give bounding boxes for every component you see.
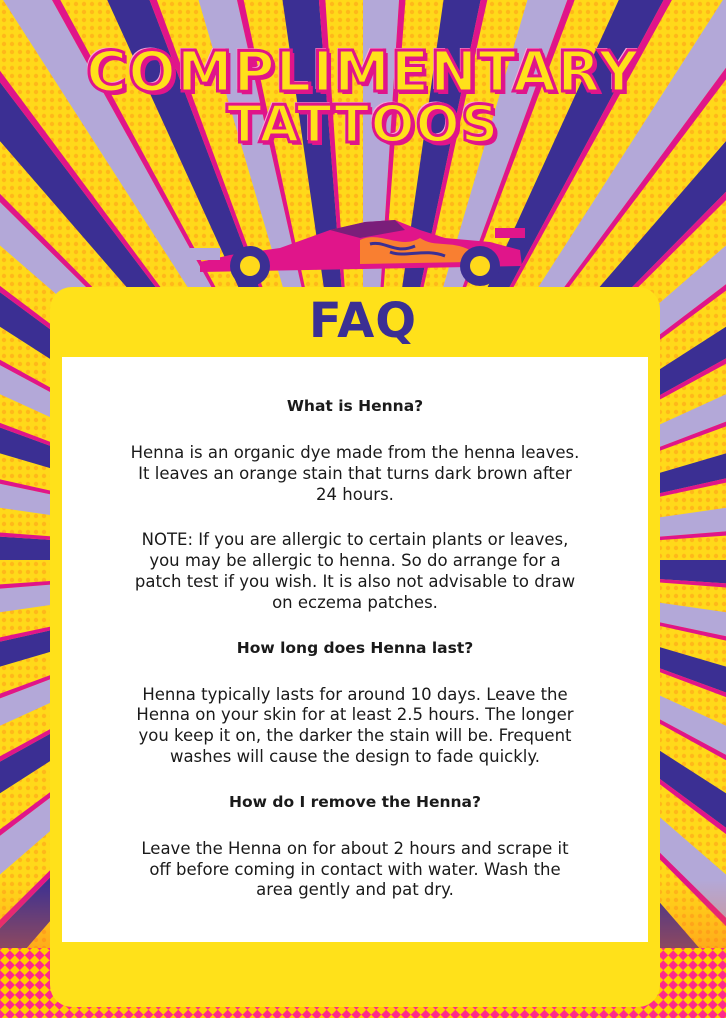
faq-item — [62, 639, 648, 768]
faq-item — [62, 397, 648, 614]
title-tattoos: TATTOOS — [226, 95, 500, 155]
faq-answer-note: NOTE: If you are allergic to certain plants or leaves, you may be allergic to henna. So do arrange for a patch test if you wish. It is also not advisable to draw on eczema patches. — [134, 530, 576, 612]
faq-heading: FAQ — [308, 293, 418, 349]
faq-question: What is Henna? — [286, 397, 424, 415]
faq-question: How do I remove the Henna? — [229, 792, 481, 811]
faq-list — [62, 397, 648, 926]
faq-item — [62, 793, 648, 901]
title-complimentary: COMPLIMENTARY — [86, 40, 640, 105]
faq-answer: Henna is an organic dye made from the henna leaves. It leaves an orange stain that turns dark brown after 24 hours. — [130, 443, 580, 504]
faq-answer: Leave the Henna on for about 2 hours and scrape it off before coming in contact with water. Wash the area gently and pat dry. — [141, 838, 569, 900]
faq-answer: Henna typically lasts for around 10 days. Leave the Henna on your skin for at least 2.5 hours. The longer you keep it on, the darker the stain will be. Frequent washes will cause the design to fade quickly. — [136, 684, 574, 766]
race-car-icon — [190, 200, 530, 295]
faq-question: How long does Henna last? — [236, 638, 474, 657]
